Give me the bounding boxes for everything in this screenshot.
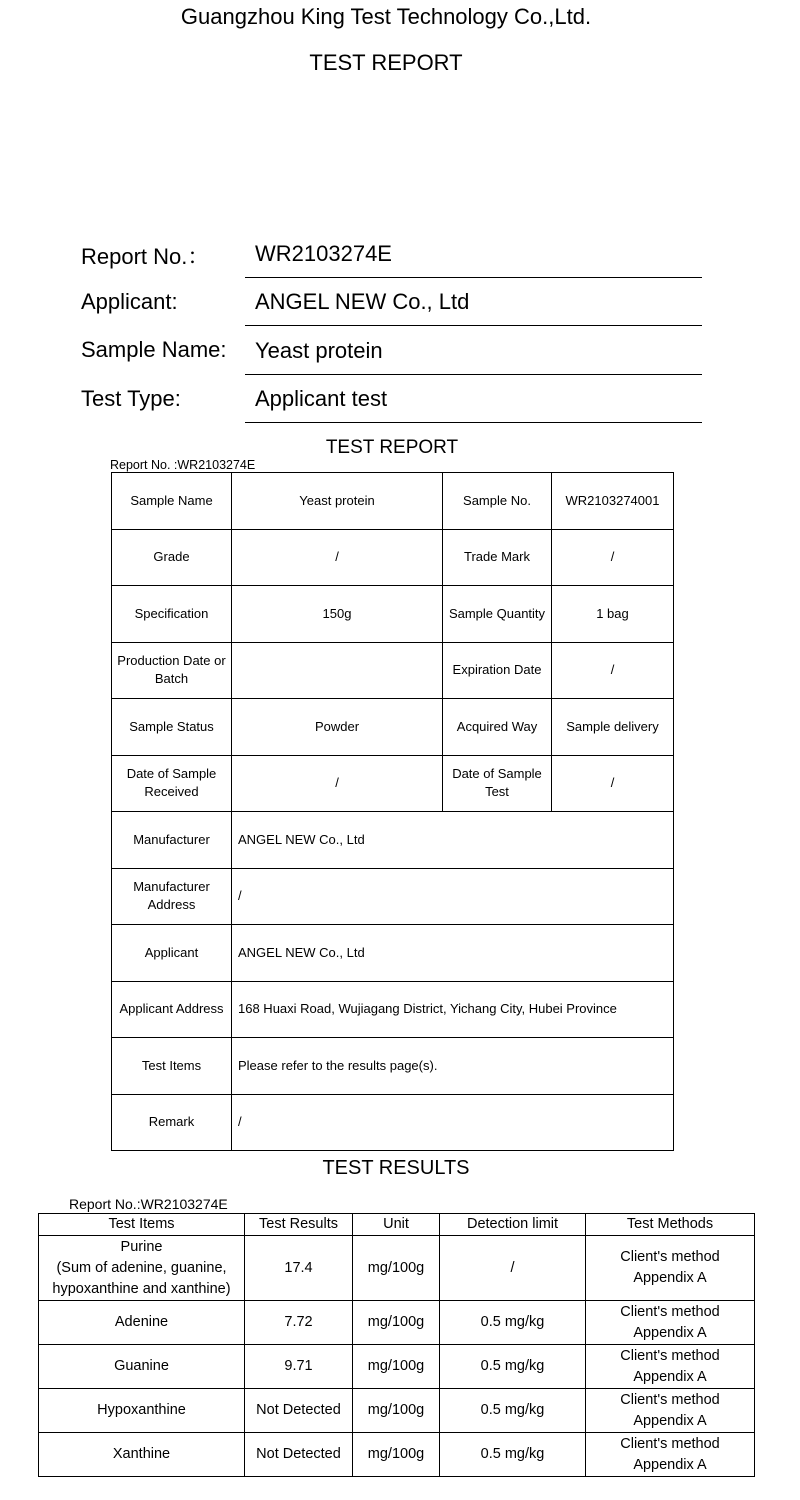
info-label: Specification [112,586,232,643]
test-unit: mg/100g [353,1236,440,1301]
test-result: 17.4 [245,1236,353,1301]
cover-value-report-no: WR2103274E [245,241,702,278]
info-wide-row [112,812,674,869]
cover-value-sample-name: Yeast protein [245,338,702,375]
info-label: Remark [112,1094,232,1151]
cover-label-sample-name: Sample Name: [81,337,227,362]
info-label: Date of Sample Received [112,755,232,812]
test-method: Client's method [620,1435,720,1452]
test-method: Client's method [620,1347,720,1364]
info-value: / [232,529,443,586]
results-report-number: Report No.:WR2103274E [69,1196,228,1212]
table-row [39,1389,755,1433]
info-label: Production Date or Batch [112,642,232,699]
info-value: / [232,868,674,925]
test-method-cell [586,1345,755,1389]
test-results-table [38,1213,755,1477]
info-value: Please refer to the results page(s). [232,1038,674,1095]
test-method-appendix: Appendix A [633,1368,707,1385]
test-result: 9.71 [245,1345,353,1389]
test-method-cell [586,1389,755,1433]
info-wide-row [112,981,674,1038]
test-method: Client's method [620,1249,720,1265]
table-row [39,1433,755,1477]
company-name: Guangzhou King Test Technology Co.,Ltd. [180,4,592,29]
test-unit: mg/100g [353,1301,440,1345]
table-row [39,1301,755,1345]
info-value: ANGEL NEW Co., Ltd [232,812,674,869]
info-label: Test Items [112,1038,232,1095]
column-header: Test Methods [586,1214,755,1236]
test-unit: mg/100g [353,1389,440,1433]
cover-value-applicant: ANGEL NEW Co., Ltd [245,289,702,326]
info-row [112,642,674,699]
cover-label-applicant: Applicant: [81,289,178,314]
test-item-name: Hypoxanthine [39,1389,245,1433]
test-item-name: Adenine [39,1301,245,1345]
info-label: Date of Sample Test [443,755,552,812]
info-label: Applicant Address [112,981,232,1038]
results-header-row [39,1214,755,1236]
test-method-appendix: Appendix A [633,1412,707,1429]
info-label: Sample Status [112,699,232,756]
test-result: 7.72 [245,1301,353,1345]
info-label: Sample Quantity [443,586,552,643]
info-value: / [552,529,674,586]
info-label: Applicant [112,925,232,982]
detection-limit: 0.5 mg/kg [440,1389,586,1433]
test-method-cell [586,1301,755,1345]
info-value: 168 Huaxi Road, Wujiagang District, Yichang City, Hubei Province [232,981,674,1038]
cover-label-test-type: Test Type: [81,386,181,411]
column-header: Test Items [39,1214,245,1236]
info-value: Sample delivery [552,699,674,756]
test-result: Not Detected [245,1389,353,1433]
info-label: Expiration Date [443,642,552,699]
test-item-cell [39,1236,245,1301]
info-label: Manufacturer Address [112,868,232,925]
test-method-appendix: Appendix A [633,1324,707,1341]
sample-info-table [111,472,674,1151]
info-label: Manufacturer [112,812,232,869]
info-label: Grade [112,529,232,586]
detection-limit: 0.5 mg/kg [440,1301,586,1345]
info-value [232,642,443,699]
document-title: TEST REPORT [309,50,463,75]
info-value: / [552,642,674,699]
test-item-name: Xanthine [39,1433,245,1477]
info-label: Acquired Way [443,699,552,756]
detection-limit: 0.5 mg/kg [440,1345,586,1389]
results-section-title: TEST RESULTS [322,1157,470,1179]
test-method-appendix: Appendix A [633,1456,707,1473]
info-value: ANGEL NEW Co., Ltd [232,925,674,982]
test-method-cell [586,1236,755,1301]
info-row [112,699,674,756]
cover-value-test-type: Applicant test [245,386,702,423]
info-value: / [232,1094,674,1151]
detection-limit: / [440,1236,586,1301]
info-value: Yeast protein [232,473,443,530]
info-value: 1 bag [552,586,674,643]
test-method: Client's method [620,1391,720,1408]
info-value: 150g [232,586,443,643]
info-wide-row [112,1094,674,1151]
test-method-cell [586,1433,755,1477]
column-header: Test Results [245,1214,353,1236]
info-wide-row [112,1038,674,1095]
test-result: Not Detected [245,1433,353,1477]
info-value: / [232,755,443,812]
test-item-name: Guanine [39,1345,245,1389]
test-method: Client's method [620,1303,720,1320]
column-header: Detection limit [440,1214,586,1236]
info-label: Sample Name [112,473,232,530]
info-row [112,529,674,586]
info-value: / [552,755,674,812]
test-unit: mg/100g [353,1433,440,1477]
test-unit: mg/100g [353,1345,440,1389]
cover-label-report-no: Report No.： [81,244,210,269]
info-value: WR2103274001 [552,473,674,530]
test-method-appendix: Appendix A [633,1270,707,1286]
detection-limit: 0.5 mg/kg [440,1433,586,1477]
info-label: Trade Mark [443,529,552,586]
info-wide-row [112,925,674,982]
column-header: Unit [353,1214,440,1236]
info-report-number: Report No. :WR2103274E [110,458,256,472]
test-item-detail: (Sum of adenine, guanine, hypoxanthine and xanthine) [52,1259,231,1297]
table-row [39,1345,755,1389]
info-row [112,473,674,530]
info-row [112,586,674,643]
info-label: Sample No. [443,473,552,530]
test-item-name: Purine [120,1238,163,1255]
info-value: Powder [232,699,443,756]
table-row [39,1236,755,1301]
info-row [112,755,674,812]
info-section-title: TEST REPORT [325,437,459,458]
info-wide-row [112,868,674,925]
